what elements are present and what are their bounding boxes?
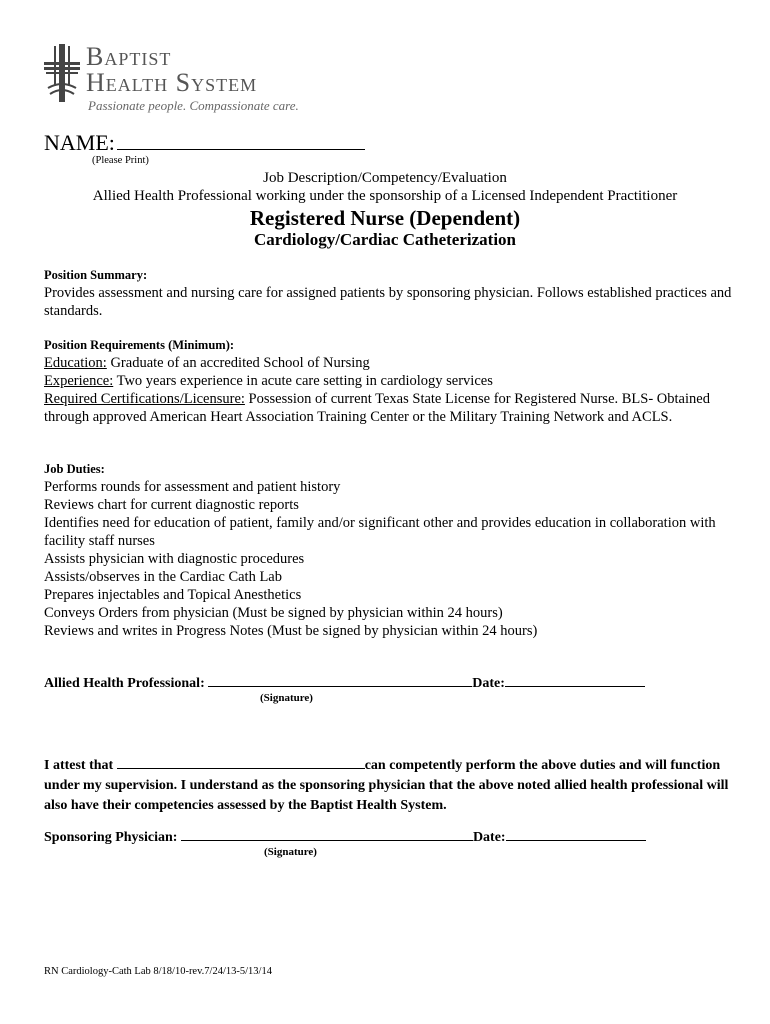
job-duties-title: Job Duties:: [44, 462, 105, 476]
job-duties-section: [44, 460, 734, 640]
physician-signature-caption: (Signature): [264, 846, 317, 858]
ahp-signature-line[interactable]: [208, 674, 472, 687]
physician-signature-label: Sponsoring Physician:: [44, 830, 178, 845]
ahp-signature-row: [44, 674, 645, 692]
physician-date-line[interactable]: [506, 828, 646, 841]
certification-row: [44, 390, 734, 426]
list-item: Assists/observes in the Cardiac Cath Lab: [44, 569, 282, 585]
doc-type-heading: Job Description/Competency/Evaluation: [263, 170, 507, 186]
education-row: [44, 354, 734, 372]
list-item: Conveys Orders from physician (Must be signed by physician within 24 hours): [44, 605, 503, 621]
ahp-signature-caption: (Signature): [260, 692, 313, 704]
attest-prefix: I attest that: [44, 758, 117, 773]
list-item: Prepares injectables and Topical Anesthetics: [44, 587, 302, 603]
ahp-signature-label: Allied Health Professional:: [44, 676, 205, 691]
document-revision-footer: RN Cardiology-Cath Lab 8/18/10-rev.7/24/13-5/13/14: [44, 966, 272, 977]
requirements-title: Position Requirements (Minimum):: [44, 338, 235, 352]
list-item: Identifies need for education of patient, family and/or significant other and provides education in collaboration with facility staff nurses: [44, 515, 716, 549]
logo-line-1: Baptist: [86, 42, 172, 71]
experience-row: [44, 372, 734, 390]
experience-label: Experience:: [44, 373, 114, 389]
physician-date-label: Date:: [472, 830, 506, 845]
attest-name-line[interactable]: [117, 756, 365, 769]
position-summary-title: Position Summary:: [44, 268, 148, 282]
position-requirements-section: [44, 336, 734, 426]
list-item: Assists physician with diagnostic procedures: [44, 551, 305, 567]
list-item: Reviews chart for current diagnostic reports: [44, 497, 299, 513]
name-label: NAME:: [44, 130, 115, 155]
list-item: Reviews and writes in Progress Notes (Must be signed by physician within 24 hours): [44, 623, 538, 639]
ahp-date-label: Date:: [472, 676, 505, 691]
name-field[interactable]: [44, 130, 365, 156]
physician-signature-line[interactable]: [181, 828, 473, 841]
certification-label: Required Certifications/Licensure:: [44, 391, 245, 407]
position-summary-text: Provides assessment and nursing care for assigned patients by sponsoring physician. Follows established practices and standards.: [44, 285, 732, 319]
attest-text: can competently perform the above duties and will function under my supervision. I understand as the sponsoring physician that the above noted allied health professional will also have their competencies assessed by the Baptist Health System.: [44, 758, 729, 813]
position-title: Registered Nurse (Dependent): [249, 206, 521, 230]
please-print-note: (Please Print): [92, 155, 149, 166]
physician-signature-row: [44, 828, 646, 846]
department-subtitle: Cardiology/Cardiac Catheterization: [253, 230, 517, 249]
education-label: Education:: [44, 355, 107, 371]
list-item: Performs rounds for assessment and patient history: [44, 479, 341, 495]
education-text: Graduate of an accredited School of Nursing: [106, 355, 370, 371]
cross-emblem-icon: [44, 44, 80, 102]
doc-scope-heading: Allied Health Professional working under the sponsorship of a Licensed Independent Practitioner: [92, 188, 678, 204]
experience-text: Two years experience in acute care setting in cardiology services: [113, 373, 493, 389]
baptist-health-logo: [44, 42, 299, 114]
logo-tagline: Passionate people. Compassionate care.: [88, 98, 299, 113]
ahp-date-line[interactable]: [505, 674, 645, 687]
name-blank-line[interactable]: [117, 131, 365, 150]
certification-text: Possession of current Texas State License for Registered Nurse. BLS- Obtained through approved American Heart Association Training Center or the Military Training Network and ACLS.: [44, 391, 710, 425]
position-summary-section: [44, 266, 734, 320]
logo-line-2: Health System: [86, 68, 258, 97]
attestation-paragraph: [44, 756, 734, 816]
